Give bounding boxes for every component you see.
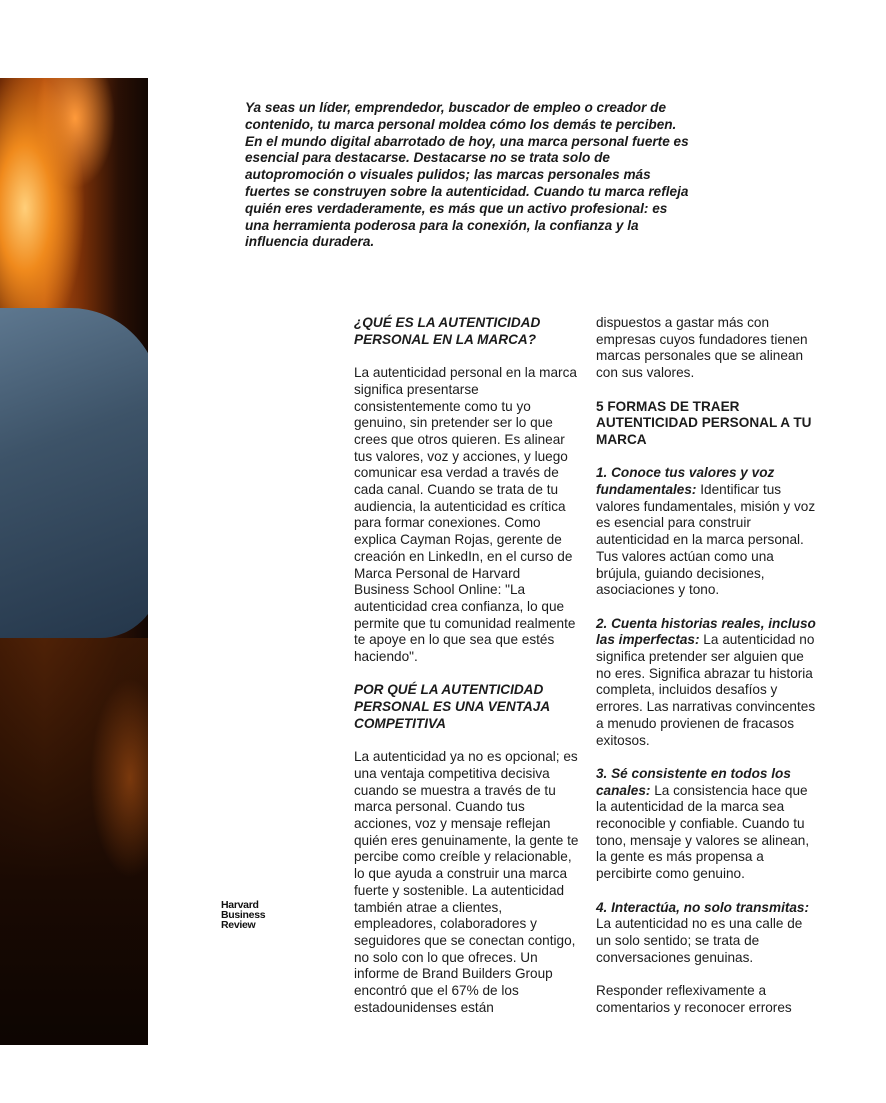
logo-line-3: Review bbox=[221, 919, 256, 931]
body-paragraph: La autenticidad personal en la marca significa presentarse consistentemente como tu yo genuino, sin pretender ser lo que crees que otros quieren. Es alinear tus valores, voz y acciones, y luego comunicar esa verdad a través de cada canal. Cuando se trata de tu audiencia, la autenticidad es crítica para formar conexiones. Como explica Cayman Rojas, gerente de creación en LinkedIn, en el curso de Marca Personal de Harvard Business School Online: "La autenticidad crea confianza, lo que permite que tu comunidad realmente te apoye en lo que sea que estés haciendo". bbox=[354, 365, 577, 665]
item-lead: 2. Cuenta historias reales, incluso las imperfectas: bbox=[596, 615, 816, 648]
list-item bbox=[596, 616, 821, 750]
logo-line-2: Business bbox=[221, 909, 266, 921]
column-right bbox=[596, 315, 821, 1016]
hbr-logo bbox=[221, 900, 281, 930]
item-text: La autenticidad no significa pretender ser alguien que no eres. Significa abrazar tu historia completa, incluidos desafíos y errores. Las narrativas convincentes a menudo provienen de fracasos exitosos. bbox=[596, 632, 816, 748]
photo-shirt bbox=[0, 308, 148, 638]
item-lead: 4. Interactúa, no solo transmitas: bbox=[596, 899, 810, 915]
item-text: La autenticidad no es una calle de un solo sentido; se trata de conversaciones genuinas. bbox=[596, 916, 803, 965]
section-heading: ¿QUÉ ES LA AUTENTICIDAD PERSONAL EN LA MARCA? bbox=[354, 315, 541, 347]
section-heading: POR QUÉ LA AUTENTICIDAD PERSONAL ES UNA VENTAJA COMPETITIVA bbox=[354, 682, 550, 731]
logo-line-1: Harvard bbox=[221, 899, 259, 911]
item-lead: 1. Conoce tus valores y voz fundamentales: bbox=[596, 465, 775, 497]
intro-paragraph: Ya seas un líder, emprendedor, buscador de empleo o creador de contenido, tu marca personal moldea cómo los demás te perciben. En el mundo digital abarrotado de hoy, una marca personal fuerte es esencial para destacarse. Destacarse no se trata solo de autopromoción o visuales pulidos; las marcas personales más fuertes se construyen sobre la autenticidad. Cuando tu marca refleja quién eres verdaderamente, es más que un activo profesional: es una herramienta poderosa para la conexión, la confianza y la influencia duradera. bbox=[245, 100, 689, 250]
list-item bbox=[596, 766, 821, 883]
list-item bbox=[596, 465, 821, 599]
item-text: La consistencia hace que la autenticidad de la marca sea reconocible y confiable. Cuando tu tono, mensaje y valores se alinean, la gente es más propensa a percibirte como genuino. bbox=[596, 782, 810, 882]
item-text: Identificar tus valores fundamentales, misión y voz es esencial para construir autenticidad en la marca personal. Tus valores actúan como una brújula, guiando decisiones, asociaciones y tono. bbox=[596, 482, 816, 598]
list-item bbox=[596, 900, 821, 967]
body-paragraph: dispuestos a gastar más con empresas cuyos fundadores tienen marcas personales que se alinean con sus valores. bbox=[596, 315, 808, 381]
item-lead: 3. Sé consistente en todos los canales: bbox=[596, 765, 791, 798]
section-heading: 5 FORMAS DE TRAER AUTENTICIDAD PERSONAL A TU MARCA bbox=[596, 398, 812, 447]
body-paragraph: La autenticidad ya no es opcional; es una ventaja competitiva decisiva cuando se muestra a través de tu marca personal. Cuando tus acciones, voz y mensaje reflejan quién eres genuinamente, la gente te percibe como creíble y relacionable, lo que ayuda a construir una marca fuerte y sostenible. La autenticidad también atrae a clientes, empleadores, colaboradores y seguidores que se conectan contigo, no solo con lo que ofreces. Un informe de Brand Builders Group encontró que el 67% de los estadounidenses están bbox=[354, 749, 579, 1015]
hero-photo bbox=[0, 78, 148, 1045]
body-paragraph: Responder reflexivamente a comentarios y reconocer errores bbox=[596, 983, 792, 1015]
photo-glow bbox=[90, 678, 148, 878]
column-left bbox=[354, 315, 579, 1016]
